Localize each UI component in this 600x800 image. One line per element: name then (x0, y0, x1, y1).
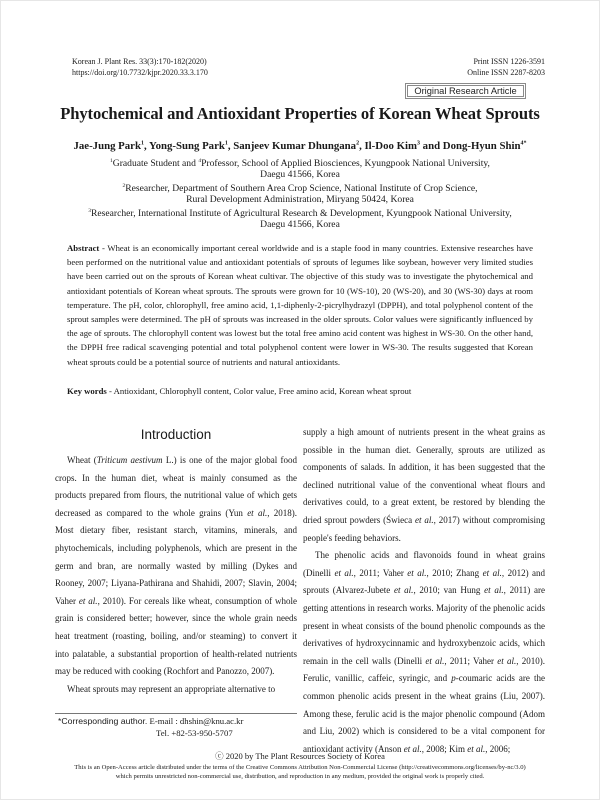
text-run: L.) is one of the major global food crops. In the human diet, wheat is mainly consumed as the products prepared from flours, the nutritional value of which gets decreased as compared to the whole grains (Yun (55, 455, 297, 518)
text-run: , 2012) and sprouts (Alvarez-Jubete (303, 567, 546, 596)
keywords-separator: - (106, 386, 114, 396)
affiliation-2 (60, 181, 540, 194)
text-run: -coumaric acids are the common phenolic acids present in the wheat grains (Liu, 2007). Among these, ferulic acid is the major phenolic compound (Adom and Liu, 2002) which is considered to be a vital component for antioxidant activity (Anson (303, 673, 545, 754)
affil-mark: 3 (88, 207, 91, 214)
paragraph (303, 547, 545, 758)
affil-mark: 1 (110, 158, 113, 164)
text-run: , 2008; Kim (421, 743, 468, 754)
body-column-right (303, 424, 545, 758)
abstract-label: Abstract (67, 243, 100, 253)
citation-etal: et al. (403, 743, 422, 754)
issn-header (467, 56, 545, 78)
author: Il-Doo Kim (364, 140, 417, 152)
citation-etal: et al. (414, 514, 434, 525)
text-run: supply a high amount of nutrients present in the wheat grains as possible in the human diet. Generally, sprouts are utilized as components of salads. In addition, it has been suggested that the declined nutritional value of the conventional wheat flours and derivatives could, to a great extent, be restored by blending the dried sprout powders (Świeca (303, 427, 545, 525)
author-separator: , (227, 140, 234, 152)
text-run: , 2011; Vaher (444, 655, 498, 666)
citation-etal: et al. (484, 585, 504, 596)
keywords-label: Key words (67, 386, 107, 396)
citation-etal: et al. (407, 567, 427, 578)
keywords (67, 386, 533, 396)
chemical-prefix: p (451, 673, 456, 684)
author-affil-mark: 1 (224, 140, 228, 147)
author-affil-mark: 3 (416, 140, 420, 147)
text-run: , 2018). Most dietary fiber, resistant starch, vitamins, minerals, and phytochemicals, including polyphenols, which are present in the germ and bran, are normally wasted by milling (Dykes and Rooney, 2007; Liyana-Pathirana and Shahidi, 2007; Slavin, 2004; Vaher (55, 507, 297, 606)
article-type-label: Original Research Article (407, 85, 524, 97)
author-affil-mark: 1 (140, 140, 144, 147)
author: Yong-Sung Park (148, 140, 225, 152)
footnote-label: *Corresponding author. (58, 716, 148, 726)
text-run: Wheat ( (67, 455, 97, 465)
author: Jae-Jung Park (73, 140, 141, 152)
text-run: The phenolic acids and flavonoids found in wheat grains (Dinelli (303, 550, 545, 578)
paragraph: Wheat sprouts may represent an appropriate alternative to (67, 683, 276, 694)
citation-etal: et al. (393, 585, 414, 596)
citation-etal: et al. (482, 567, 502, 578)
affiliation-1-line2: Daegu 41566, Korea (260, 169, 340, 181)
text-run: , 2010; van Hung (413, 585, 485, 596)
paragraph (55, 452, 297, 681)
author-phone: Tel. +82-53-950-5707 (156, 728, 233, 738)
text-run: , 2011) are getting attentions in research works. Majority of the phenolic acids present in wheat consists of the bound phenolic compounds as the derivatives of hydroxycinnamic and hydroxybenzoic acids, which remain in the cell walls (Dinelli (303, 585, 545, 666)
abstract-text: - Wheat is an economically important cereal worldwide and is a staple food in many countries. Extensive researches have been performed on the nutritional value and antioxidant potentials of sprouts of legumes like soybean, however very limited studies have been carried out on the sprouts of Korean wheat cultivar. The objective of this study was to investigate the phytochemical and antioxidant potentials of Korean wheat sprouts. The sprouts were grown for 10 (WS-10), 20 (WS-20), and 30 (WS-30) days at room temperature. The pH, color, chlorophyll, free amino acid, 1,1-diphenly-2-picrylhydrazyl (DPPH), and total polyphenol content of the sprout samples were determined. The pH of sprouts was increased in the older sprouts. Color values were significantly influenced by the age of sprouts. The chlorophyll content was lowest but the total free amino acid content was highest in WS-30. On the other hand, the DPPH free radical scavenging potential and total polyphenol content were lower in WS-30. The results suggested that Korean wheat sprouts could be a potential source of nutrients and natural antioxidants. (67, 243, 533, 367)
affil-text: Researcher, Department of Southern Area Crop Science, National Institute of Crop Science, (125, 182, 478, 194)
corresponding-author-footnote (58, 715, 243, 739)
copyright-notice: ⓒ 2020 by The Plant Resources Society of Korea (215, 751, 385, 761)
affiliation-1 (60, 156, 540, 169)
footnote-divider (55, 713, 297, 714)
doi-link[interactable]: https://doi.org/10.7732/kjpr.2020.33.3.170 (72, 68, 208, 77)
online-issn: Online ISSN 2287-8203 (467, 68, 545, 77)
paper-title: Phytochemical and Antioxidant Properties of Korean Wheat Sprouts (60, 104, 540, 123)
abstract (67, 241, 533, 369)
text-run: , 2017) without compromising people's feeding behaviors. (303, 514, 545, 543)
text-run: , 2010). Ferulic, vanillic, caffeic, syringic, and (303, 655, 545, 684)
journal-header (72, 56, 208, 78)
affil-mark: 4 (198, 158, 202, 164)
license-line-2: which permits unrestricted non-commercial use, distribution, and reproduction in any medium, provided the original work is properly cited. (115, 772, 485, 780)
citation-etal: et al. (334, 567, 354, 578)
affil-mark: 2 (122, 182, 126, 189)
citation-etal: et al. (78, 595, 98, 606)
text-run: , 2010). For cereals like wheat, consumption of whole grain is considered better; however, since the whole grain needs heat treatment (roasting, boiling, and/or steaming) to convert it into palatable, a substantial proportion of health-related nutrients may be reduced with cooking (Rochfort and Panozzo, 2007). (55, 595, 298, 677)
article-type-badge (405, 83, 526, 99)
license-notice (50, 764, 550, 781)
section-heading-introduction: Introduction (140, 427, 212, 442)
citation-etal: et al. (497, 655, 517, 666)
journal-citation: Korean J. Plant Res. 33(3):170-182(2020) (72, 57, 207, 66)
author: Sanjeev Kumar Dhungana (233, 140, 357, 152)
affil-text: Researcher, International Institute of Agricultural Research & Development, Kyungpook National University, (91, 207, 512, 219)
affiliation-2-line2: Rural Development Administration, Miryang 50424, Korea (186, 194, 414, 206)
citation-etal: et al. (467, 743, 486, 754)
affil-text: Professor, School of Applied Biosciences, Kyungpook National University, (201, 158, 490, 170)
author-list (0, 140, 600, 152)
author-separator: and (419, 140, 443, 152)
affiliation-3 (60, 206, 540, 219)
text-run: , 2006; (485, 743, 511, 754)
species-name: Triticum aestivum (96, 455, 163, 465)
affiliations (60, 156, 540, 230)
body-column-left (55, 452, 297, 698)
author-separator: , (359, 140, 365, 152)
keywords-text: Antioxidant, Chlorophyll content, Color value, Free amino acid, Korean wheat sprout (113, 386, 412, 396)
paragraph (303, 424, 545, 547)
author-affil-mark: 4* (520, 140, 527, 147)
affiliation-3-line2: Daegu 41566, Korea (260, 219, 340, 231)
text-run: , 2010; Zhang (426, 567, 483, 578)
citation-etal: et al. (425, 655, 445, 666)
author: Dong-Hyun Shin (442, 140, 521, 152)
affil-text: Graduate Student and (112, 158, 199, 170)
author-email[interactable]: E-mail : dhshin@knu.ac.kr (147, 716, 244, 726)
license-line-1: This is an Open-Access article distributed under the terms of the Creative Commons Attribution Non-Commercial License (http://creativecommons.org/licenses/by-nc/3.0) (74, 764, 526, 771)
print-issn: Print ISSN 1226-3591 (473, 57, 545, 66)
author-affil-mark: 2 (356, 140, 360, 147)
author-separator: , (143, 140, 149, 152)
citation-etal: et al. (247, 507, 268, 518)
text-run: , 2011; Vaher (353, 567, 408, 578)
